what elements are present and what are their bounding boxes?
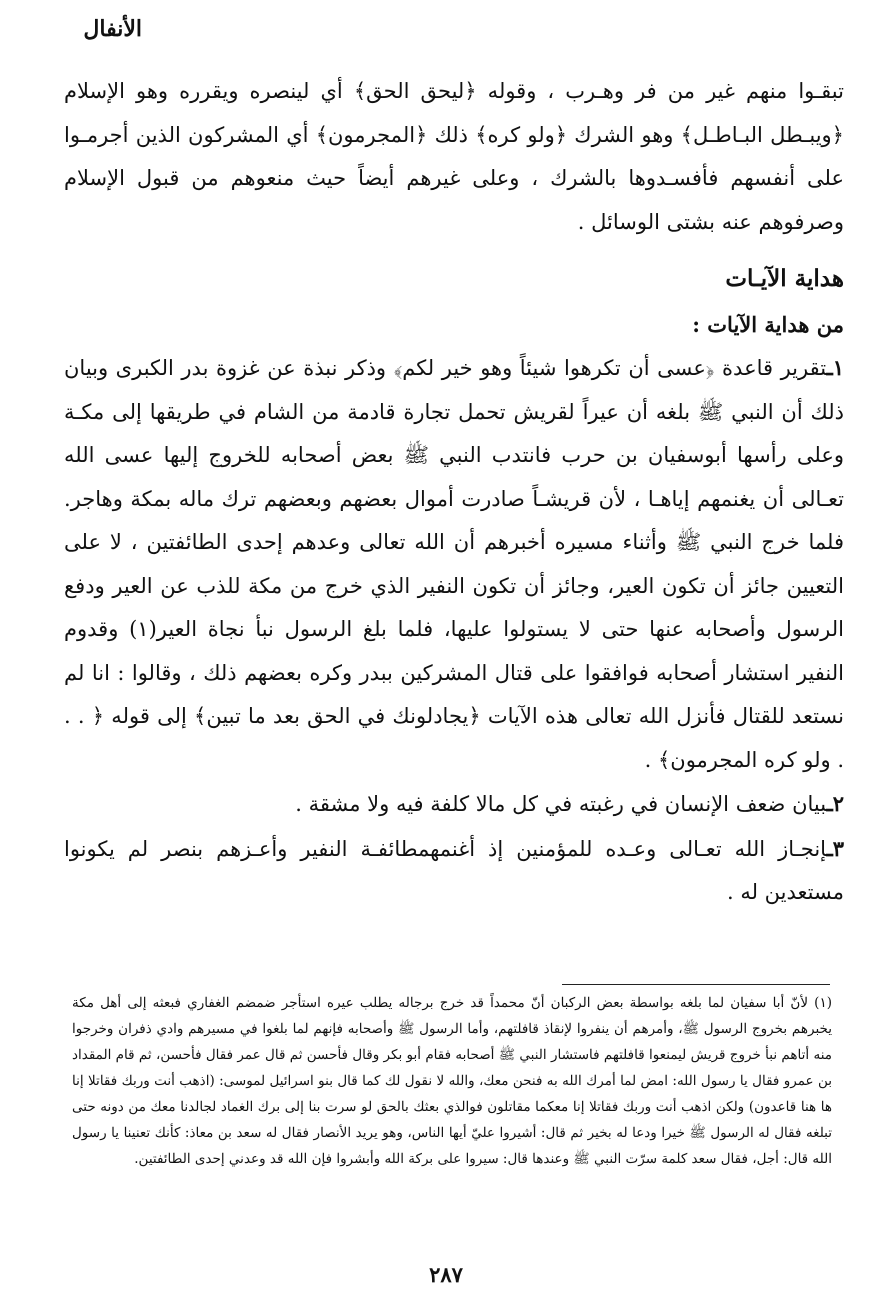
list-item-text: بيان ضعف الإنسان في رغبته في كل مالا كلفة فيه ولا مشقة . [295, 792, 827, 816]
list-item-text: إنجـاز الله تعـالى وعـده للمؤمنين إذ أغنمهمطائفـة النفير وأعـزهم بنصر لم يكونوا مستعدين له . [64, 836, 844, 904]
intro-paragraph: تبقـوا منهم غير من فر وهـرب ، وقوله ﴿ليحق الحق﴾ أي لينصره ويقرره وهو الإسلام ﴿ويبـطل البـاطـل﴾ وهو الشرك ﴿ولو كره﴾ ذلك ﴿المجرمون﴾ أي المشركون الذين أجرمـوا على أنفسهم فأفسـدوها بالشرك ، وعلى غيرهم أيضاً حيث منعوهم من قبول الإسلام وصرفوهم عنه بشتى الوسائل . [64, 79, 844, 234]
sub-heading: من هداية الآيات : [692, 312, 844, 337]
list-item-text: تقرير قاعدة ﴿عسى أن تكرهوا شيئاً وهو خير لكم﴾ وذكر نبذة عن غزوة بدر الكبرى وبيان ذلك أن النبي ﷺ بلغه أن عيراً لقريش تحمل تجارة قادمة من الشام في طريقها إلى مكـة وعلى رأسها أبوسفيان بن حرب فانتدب النبي ﷺ بعض أصحابه للخروج إليها عسى الله تعـالى أن يغنمهم إياهـا ، لأن قريشـاً صادرت أموال بعضهم وبعضهم ترك ماله بمكة وهاجر. فلما خرج النبي ﷺ وأثناء مسيره أخبرهم أن الله تعالى وعدهم إحدى الطائفتين ، لا على التعيين جائز أن تكون العير، وجائز أن تكون النفير الذي خرج من مكة للذب عن العير ودفع الرسول وأصحابه عنها حتى لا يستولوا عليها، فلما بلغ الرسول نبأ نجاة العير(١) وقدوم النفير استشار أصحابه فوافقوا على قتال المشركين ببدر وكره بعضهم ذلك ، وقالوا : انا لم نستعد للقتال فأنزل الله تعالى هذه الآيات ﴿يجادلونك في الحق بعد ما تبين﴾ إلى قوله ﴿ . . . ولو كره المجرمون﴾ . [64, 356, 845, 772]
footnote-divider [562, 984, 830, 985]
page-number: ٢٨٧ [429, 1262, 463, 1287]
list-item-number: ٢ـ [826, 791, 844, 816]
main-text [64, 70, 844, 915]
list-item [64, 782, 844, 827]
list-item-number: ١ـ [826, 355, 844, 380]
footnote-text: (١) لأنّ أبا سفيان لما بلغه بواسطة بعض الركبان أنّ محمداً قد خرج برجاله يطلب عيره استأجر ضمضم الغفاري فبعثه إلى أهل مكة يخبرهم بخروج الرسول ﷺ، وأمرهم أن ينفروا لإنقاذ قافلتهم، وأما الرسول ﷺ وأصحابه فإنهم لما بلغوا في مسيرهم وادي ذفران وخرجوا منه أتاهم نبأ خروج قريش ليمنعوا قافلتهم فاستشار النبي ﷺ أصحابه فقام أبو بكر وقال فأحسن ثم قال عمر فقال فأحسن، ثم قام المقداد بن عمرو فقال يا رسول الله: امض لما أمرك الله به فنحن معك، والله لا نقول لك كما قال بنو اسرائيل لموسى: (اذهب أنت وربك فقاتلا إنا ها هنا قاعدون) ولكن اذهب أنت وربك فقاتلا إنا معكما مقاتلون فوالذي بعثك بالحق لو سرت بنا إلى برك الغماد لجالدنا معك من دونه حتى تبلغه فقال له الرسول ﷺ خيرا ودعا له بخير ثم قال: أشيروا عليّ أيها الناس، وهو يريد الأنصار فقال له سعد بن معاذ: كأنك تعنينا يا رسول الله قال: أجل، فقال سعد كلمة سرّت النبي ﷺ وعندها قال: سيروا على بركة الله وأبشروا فإن الله قد وعدني إحدى الطائفتين. [72, 995, 832, 1167]
running-header-title: الأنفال [83, 16, 142, 42]
footnote-area [72, 990, 832, 1172]
section-heading: هداية الآيـات [725, 265, 844, 292]
list-item-number: ٣ـ [826, 835, 844, 861]
list-item [64, 827, 844, 915]
list-item [64, 346, 844, 782]
